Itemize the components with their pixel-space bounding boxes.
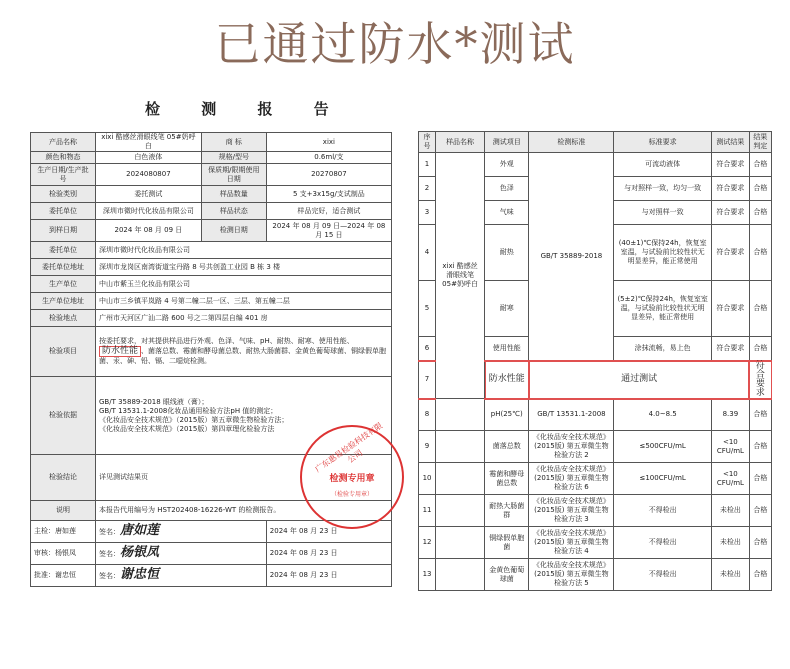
col-header: 标准要求 (614, 132, 711, 153)
sample-name-blank (436, 495, 485, 527)
row-std: 《化妆品安全技术规范》(2015版) 第五章微生物检验方法 6 (529, 463, 614, 495)
table-row (419, 527, 772, 559)
row-item: 外观 (485, 153, 529, 177)
row-res: 未检出 (711, 495, 749, 527)
col-header: 样品名称 (436, 132, 485, 153)
test-date: 2024 年 08 月 09 日—2024 年 08 月 15 日 (266, 220, 391, 242)
row-item: 气味 (485, 201, 529, 225)
row-res: 符合要求 (711, 177, 749, 201)
row-req: 可流动液体 (614, 153, 711, 177)
inspection-items (96, 327, 392, 377)
sample-state: 样品完好，适合测试 (266, 203, 391, 220)
row-res: <10 CFU/mL (711, 463, 749, 495)
cell-label: 委托单位 (31, 203, 96, 220)
row-req: 与对照样一致，均匀一致 (614, 177, 711, 201)
row-no: 13 (419, 559, 436, 591)
row-judge: 合格 (749, 527, 771, 559)
table-row (419, 153, 772, 177)
table-row (419, 463, 772, 495)
row-res: 未检出 (711, 527, 749, 559)
row-req: 涂抹流畅，易上色 (614, 337, 711, 361)
row-res: 符合要求 (711, 337, 749, 361)
page-headline: 已通过防水*测试 (214, 17, 576, 71)
inspect-type: 委托测试 (96, 186, 202, 203)
cell-label: 生产单位地址 (31, 293, 96, 310)
row-no: 10 (419, 463, 436, 495)
cell-label: 颜色和物态 (31, 152, 96, 164)
basis-line: 《化妆品安全技术规范》（2015版）第五章微生物检验方法； (99, 415, 289, 424)
col-header: 结果判定 (749, 132, 771, 153)
row-req: 不得检出 (614, 527, 711, 559)
row-no: 7 (419, 361, 436, 399)
row-res: 符合要求 (711, 153, 749, 177)
report-title: 检 测 报 告 (145, 100, 347, 118)
product-name: xixi 酷感丝滑眼线笔 05#奶呼白 (96, 133, 202, 152)
row-judge: 合格 (749, 463, 771, 495)
approve-sign (96, 565, 267, 587)
cell-label: 检验依据 (31, 377, 96, 455)
conclusion: 详见测试结果页 (96, 455, 392, 501)
row-no: 8 (419, 399, 436, 431)
row-item: 使用性能 (485, 337, 529, 361)
row-item: 色泽 (485, 177, 529, 201)
basis-line: 《化妆品安全技术规范》（2015版）第四章理化检验方法 (99, 424, 275, 433)
cell-label: 生产日期/生产批号 (31, 164, 96, 186)
row-no: 1 (419, 153, 436, 177)
row-req: ≤500CFU/mL (614, 431, 711, 463)
row-judge: 合格 (749, 153, 771, 177)
cell-label: 检验地点 (31, 310, 96, 327)
client-address: 深圳市龙岗区南湾街道宝丹路 8 号共创盈工业园 B 栋 3 楼 (96, 259, 392, 276)
row-std: 《化妆品安全技术规范》(2015版) 第五章微生物检验方法 2 (529, 431, 614, 463)
client: 深圳市微时代化妆品有限公司 (96, 203, 202, 220)
row-no: 4 (419, 225, 436, 281)
row-res: 8.39 (711, 399, 749, 431)
row-req: 不得检出 (614, 495, 711, 527)
row-item: 铜绿假单胞菌 (485, 527, 529, 559)
arrival-date: 2024 年 08 月 09 日 (96, 220, 202, 242)
chief-sign (96, 521, 267, 543)
sample-name-blank (436, 463, 485, 495)
row-judge: 合格 (749, 337, 771, 361)
official-stamp (300, 420, 404, 529)
row-req: ≤100CFU/mL (614, 463, 711, 495)
cell-label: 样品数量 (201, 186, 266, 203)
items-text-pre: 按委托要求，对其提供样品进行外观、色泽、气味、pH、耐热、耐寒、使用性能、 (99, 337, 354, 345)
sample-name-blank (436, 399, 485, 431)
sample-name: xixi 酷感丝滑眼线笔 05#奶呼白 (436, 153, 485, 399)
sample-name-blank (436, 527, 485, 559)
cell-label: 委托单位地址 (31, 259, 96, 276)
sample-name-blank (436, 559, 485, 591)
chief-label: 主检：唐如莲 (31, 521, 96, 543)
col-header: 序号 (419, 132, 436, 153)
cell-label: 生产单位 (31, 276, 96, 293)
row-judge: 合格 (749, 431, 771, 463)
cell-label: 到样日期 (31, 220, 96, 242)
row-no: 9 (419, 431, 436, 463)
row-no: 2 (419, 177, 436, 201)
note: 本报告代用编号为 HST202408-16226-WT 的检测报告。 (96, 501, 392, 521)
row-req: 与对照样一致 (614, 201, 711, 225)
cell-label: 规格/型号 (201, 152, 266, 164)
row-std: 《化妆品安全技术规范》(2015版) 第五章微生物检验方法 3 (529, 495, 614, 527)
sample-name-blank (436, 431, 485, 463)
row-no: 12 (419, 527, 436, 559)
col-header: 测试结果 (711, 132, 749, 153)
sign-label: 签名： (99, 550, 120, 558)
cell-label: 检测日期 (201, 220, 266, 242)
row-item: 防水性能 (485, 361, 529, 399)
signature: 谢忠恒 (120, 567, 160, 582)
cell-label: 样品状态 (201, 203, 266, 220)
review-label: 审核：杨银凤 (31, 543, 96, 565)
trademark: xixi (266, 133, 391, 152)
row-req: 不得检出 (614, 559, 711, 591)
spec-value: 0.6ml/支 (266, 152, 391, 164)
lab-address: 广州市天河区广汕二路 600 号之二第四层自编 401 房 (96, 310, 392, 327)
row-req: 通过测试 (529, 361, 749, 399)
items-text-post: 、菌落总数、霉菌和酵母菌总数、耐热大肠菌群、金黄色葡萄球菌、铜绿假单胞菌、汞、砷、铅、镉、二噁烷检测。 (99, 347, 387, 365)
col-header: 检测标准 (529, 132, 614, 153)
row-res: 未检出 (711, 559, 749, 591)
stamp-text: 广东惠易检验科技有限公司 (313, 420, 385, 475)
row-std: 《化妆品安全技术规范》(2015版) 第五章微生物检验方法 5 (529, 559, 614, 591)
review-sign (96, 543, 267, 565)
row-req: (40±1)℃保持24h，恢复室室温，与试验前比较性状无明显差异，能正常使用 (614, 225, 711, 281)
row-std: GB/T 13531.1-2008 (529, 399, 614, 431)
color-value: 白色液体 (96, 152, 202, 164)
cell-label: 商 标 (201, 133, 266, 152)
review-date: 2024 年 08 月 23 日 (266, 543, 391, 565)
row-req: (5±2)℃保持24h，恢复室室温，与试验前比较性状无明显差异，能正常使用 (614, 281, 711, 337)
cell-label: 保质期/限期使用日期 (201, 164, 266, 186)
table-row (419, 559, 772, 591)
cell-label: 说明 (31, 501, 96, 521)
stamp-text: 检测专用章 (329, 474, 375, 484)
col-header: 测试项目 (485, 132, 529, 153)
row-item: 霉菌和酵母菌总数 (485, 463, 529, 495)
row-res: <10 CFU/mL (711, 431, 749, 463)
signature: 唐如莲 (120, 523, 160, 538)
cell-label: 产品名称 (31, 133, 96, 152)
row-judge: 合格 (749, 177, 771, 201)
cell-label: 检验项目 (31, 327, 96, 377)
shared-standard: GB/T 35889-2018 (529, 153, 614, 361)
row-judge: 合格 (749, 201, 771, 225)
sign-label: 签名： (99, 572, 120, 580)
row-item: 耐寒 (485, 281, 529, 337)
row-judge: 合格 (749, 559, 771, 591)
basis-line: GB/T 35889-2018 眼线液（膏）； (99, 397, 209, 406)
row-req: 4.0~8.5 (614, 399, 711, 431)
row-res: 符合要求 (711, 225, 749, 281)
sample-qty: 5 支+3x15g/支试制品 (266, 186, 391, 203)
approve-date: 2024 年 08 月 23 日 (266, 565, 391, 587)
row-item: 菌落总数 (485, 431, 529, 463)
row-item: 金黄色葡萄球菌 (485, 559, 529, 591)
chief-date: 2024 年 08 月 23 日 (266, 521, 391, 543)
prod-date: 2024080807 (96, 164, 202, 186)
cell-label: 检验结论 (31, 455, 96, 501)
row-res: 符合要求 (711, 281, 749, 337)
cell-label: 检验类别 (31, 186, 96, 203)
row-item: 耐热 (485, 225, 529, 281)
row-no: 11 (419, 495, 436, 527)
table-row (419, 495, 772, 527)
row-std: 《化妆品安全技术规范》(2015版) 第五章微生物检验方法 4 (529, 527, 614, 559)
row-judge: 合格 (749, 225, 771, 281)
row-no: 6 (419, 337, 436, 361)
row-judge: 合格 (749, 495, 771, 527)
producer-address: 中山市三乡镇平岚路 4 号第二幢二层一区、三层、第五幢二层 (96, 293, 392, 310)
row-no: 3 (419, 201, 436, 225)
table-row (419, 399, 772, 431)
row-judge: 合格 (749, 281, 771, 337)
signature: 杨银凤 (120, 545, 160, 560)
row-judge: 合格 (749, 399, 771, 431)
row-item: 耐热大肠菌群 (485, 495, 529, 527)
row-no: 5 (419, 281, 436, 337)
test-results-table (418, 131, 772, 591)
row-res: 符合要求 (749, 361, 771, 399)
approve-label: 批准：谢忠恒 (31, 565, 96, 587)
producer: 中山市紫玉兰化妆品有限公司 (96, 276, 392, 293)
basis-line: GB/T 13531.1-2008化妆品通用检验方法pH 值的测定； (99, 406, 278, 415)
shelf-life: 20270807 (266, 164, 391, 186)
waterproof-highlight: 防水性能 (99, 346, 141, 357)
client-full: 深圳市微时代化妆品有限公司 (96, 242, 392, 259)
row-res: 符合要求 (711, 201, 749, 225)
cell-label: 委托单位 (31, 242, 96, 259)
row-item: pH(25℃) (485, 399, 529, 431)
stamp-text: （检验专用章） (330, 491, 373, 498)
sign-label: 签名： (99, 528, 120, 536)
table-row (419, 431, 772, 463)
